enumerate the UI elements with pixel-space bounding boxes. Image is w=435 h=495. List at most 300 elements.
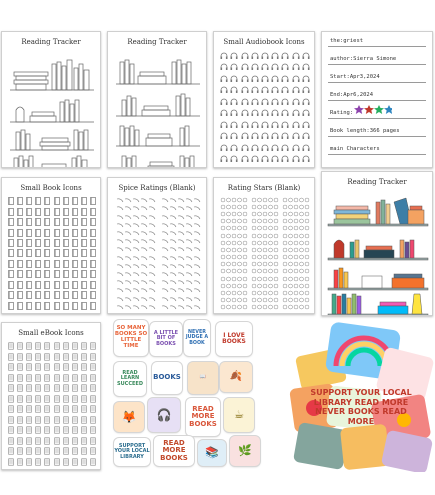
sheet-title: Rating Stars (Blank) <box>227 184 301 192</box>
ebook-icon <box>6 341 15 352</box>
ebook-icon <box>24 383 33 394</box>
sticker-pile <box>288 322 434 472</box>
headphones-icon <box>280 131 290 143</box>
book-icon <box>6 290 15 300</box>
headphones-icon <box>260 142 270 154</box>
spice-rating-icon <box>158 270 203 278</box>
headphones-icon <box>301 119 311 131</box>
ebook-icon <box>24 352 33 363</box>
headphones-icon <box>260 85 270 97</box>
headphones-icon <box>270 131 280 143</box>
book-icon <box>15 301 24 311</box>
book-icon <box>61 269 70 279</box>
ebook-icon <box>70 436 79 447</box>
headphones-icon <box>219 62 229 74</box>
spice-rating-icon <box>113 295 158 303</box>
headphones-icon <box>301 96 311 108</box>
ebook-icon <box>52 383 61 394</box>
ebook-icon <box>70 415 79 426</box>
ebook-icon <box>52 446 61 457</box>
ebook-icon <box>24 436 33 447</box>
ebook-icon <box>6 404 15 415</box>
book-icon <box>24 259 33 269</box>
ebook-icon <box>6 394 15 405</box>
headphones-icon <box>301 50 311 62</box>
ebook-icon <box>43 373 52 384</box>
ebook-icon <box>80 341 89 352</box>
headphones-icon <box>219 73 229 85</box>
spice-rating-icon <box>113 196 158 204</box>
ebook-icon <box>89 373 98 384</box>
sticker: 🍂 <box>220 362 252 392</box>
book-icon <box>52 217 61 227</box>
sticker: 📚 <box>198 440 226 466</box>
headphones-icon <box>270 73 280 85</box>
ebook-icon <box>43 383 52 394</box>
spice-rating-icon <box>113 286 158 294</box>
sticker: 🎧 <box>148 398 180 432</box>
ebook-icon <box>43 352 52 363</box>
headphones-icon <box>239 85 249 97</box>
headphones-icon <box>239 50 249 62</box>
book-icon <box>52 269 61 279</box>
ebook-icon <box>15 446 24 457</box>
spice-ratings-sheet <box>107 177 207 314</box>
ebook-icon <box>52 362 61 373</box>
book-icon <box>70 259 79 269</box>
rating-stars-icon <box>250 225 281 232</box>
book-icon <box>15 269 24 279</box>
ebook-icon <box>43 415 52 426</box>
headphones-icon <box>260 73 270 85</box>
headphones-icon <box>280 154 290 166</box>
ebook-icon <box>15 425 24 436</box>
book-icon <box>70 227 79 237</box>
book-icon <box>24 301 33 311</box>
ebook-icon <box>34 362 43 373</box>
book-icon <box>34 227 43 237</box>
headphones-icon <box>291 85 301 97</box>
book-icon <box>15 227 24 237</box>
ebook-icon <box>34 383 43 394</box>
headphones-icon <box>301 131 311 143</box>
ebook-icon <box>43 446 52 457</box>
book-icon <box>43 259 52 269</box>
sticker: ☕ <box>224 398 254 432</box>
book-icon <box>70 290 79 300</box>
ebook-icon <box>89 362 98 373</box>
ebook-icon <box>15 352 24 363</box>
spice-rating-icon <box>113 262 158 270</box>
rating-stars-icon <box>250 218 281 225</box>
sticker: READ MORE BOOKS <box>186 398 220 436</box>
ebook-icon <box>89 394 98 405</box>
headphones-icon <box>239 108 249 120</box>
ebook-icon <box>70 425 79 436</box>
spice-rating-icon <box>113 270 158 278</box>
rating-stars-icon <box>250 203 281 210</box>
headphones-icon <box>291 62 301 74</box>
book-icons-sheet <box>1 177 101 314</box>
spice-rating-grid <box>113 196 203 311</box>
headphones-icon <box>239 96 249 108</box>
ebook-icon <box>34 394 43 405</box>
rating-stars-icon <box>280 268 311 275</box>
headphones-icon <box>280 73 290 85</box>
book-icon <box>24 290 33 300</box>
ebook-icon <box>89 415 98 426</box>
book-icon <box>80 196 89 206</box>
ebook-icon <box>34 352 43 363</box>
rating-stars-icon <box>280 203 311 210</box>
ebook-icon <box>24 362 33 373</box>
rating-stars-icon <box>354 104 392 116</box>
headphones-icon <box>260 62 270 74</box>
rating-stars-icon <box>280 304 311 311</box>
ebook-icon <box>52 457 61 468</box>
book-icon <box>89 196 98 206</box>
book-icon <box>6 280 15 290</box>
ebook-icon <box>24 373 33 384</box>
headphones-icon <box>229 73 239 85</box>
headphones-icon <box>270 62 280 74</box>
reading-tracker-sheet <box>107 31 207 168</box>
ebook-icon <box>6 383 15 394</box>
headphones-icon <box>219 154 229 166</box>
headphones-icon <box>219 50 229 62</box>
headphones-icon <box>219 119 229 131</box>
ebook-icon <box>6 446 15 457</box>
book-icon <box>61 290 70 300</box>
ebook-icon <box>61 446 70 457</box>
spice-rating-icon <box>158 278 203 286</box>
book-icon <box>61 196 70 206</box>
headphones-icon <box>239 62 249 74</box>
spice-rating-icon <box>113 204 158 212</box>
reading-tracker-color-sheet <box>321 171 433 316</box>
spice-rating-icon <box>158 295 203 303</box>
rating-stars-icon <box>280 239 311 246</box>
spice-rating-icon <box>113 212 158 220</box>
rating-stars-icon <box>280 232 311 239</box>
headphones-icon <box>250 142 260 154</box>
book-icon <box>6 259 15 269</box>
rating-stars-icon <box>250 232 281 239</box>
book-icon <box>52 290 61 300</box>
headphones-icon <box>280 142 290 154</box>
headphones-icon <box>239 131 249 143</box>
ebook-icon <box>61 341 70 352</box>
book-icon <box>43 280 52 290</box>
ebook-icon <box>70 457 79 468</box>
sticker: READ MORE BOOKS <box>154 436 194 466</box>
book-icon <box>24 269 33 279</box>
headphones-icon <box>219 131 229 143</box>
spice-rating-icon <box>113 229 158 237</box>
book-icon <box>6 269 15 279</box>
headphones-icon <box>270 50 280 62</box>
sticker: A LITTLE BIT OF BOOKS <box>150 322 182 356</box>
ebook-icon <box>70 404 79 415</box>
book-icon <box>70 280 79 290</box>
rating-star-grid <box>219 196 311 311</box>
sheet-title: Reading Tracker <box>21 38 81 46</box>
sheet-title: Small eBook Icons <box>18 329 84 337</box>
headphones-icon <box>301 142 311 154</box>
book-icon <box>61 248 70 258</box>
rating-stars-icon <box>219 196 250 203</box>
ebook-icon <box>80 425 89 436</box>
colored-bookshelf-illustration <box>322 190 433 315</box>
ebook-icon <box>6 436 15 447</box>
book-icon <box>61 227 70 237</box>
headphones-icon <box>301 154 311 166</box>
book-icon <box>61 259 70 269</box>
rating-stars-icon <box>250 196 281 203</box>
book-icon <box>43 301 52 311</box>
book-icon <box>43 196 52 206</box>
book-icon <box>34 269 43 279</box>
headphones-icon <box>229 62 239 74</box>
rating-stars-icon <box>219 246 250 253</box>
rating-stars-icon <box>219 203 250 210</box>
ebook-icon <box>43 436 52 447</box>
book-icon <box>34 280 43 290</box>
ebook-icon <box>34 436 43 447</box>
book-icon <box>70 206 79 216</box>
book-icon <box>15 238 24 248</box>
sheet-title: Reading Tracker <box>127 38 187 46</box>
rating-stars-icon <box>280 210 311 217</box>
book-icon <box>34 206 43 216</box>
headphones-icon <box>270 85 280 97</box>
book-icon <box>6 248 15 258</box>
rating-stars-icon <box>250 254 281 261</box>
headphones-icon <box>229 108 239 120</box>
headphones-icon <box>250 62 260 74</box>
spice-rating-icon <box>113 303 158 311</box>
spice-rating-icon <box>113 221 158 229</box>
ebook-icon <box>52 404 61 415</box>
spice-rating-icon <box>113 254 158 262</box>
book-icon <box>43 248 52 258</box>
ebook-icon <box>43 394 52 405</box>
ebook-icon <box>43 404 52 415</box>
sticker: 🌿 <box>230 436 260 466</box>
spice-rating-icon <box>113 245 158 253</box>
ebook-icon <box>89 446 98 457</box>
rating-stars-icon <box>280 196 311 203</box>
end-date-line: End:Apr6,2024 <box>328 88 426 101</box>
ebook-icon <box>24 457 33 468</box>
book-icon <box>34 217 43 227</box>
rating-stars-icon <box>280 254 311 261</box>
book-icon <box>80 206 89 216</box>
headphones-icon <box>291 108 301 120</box>
ebook-icon <box>6 352 15 363</box>
headphones-icon <box>219 142 229 154</box>
ebook-icon <box>6 362 15 373</box>
sticker: READ LEARN SUCCEED <box>114 362 146 396</box>
headphones-icon <box>250 85 260 97</box>
ebook-icons-sheet <box>1 322 101 470</box>
headphones-icon <box>301 108 311 120</box>
rating-stars-icon <box>250 275 281 282</box>
book-icon <box>43 227 52 237</box>
book-icon <box>15 259 24 269</box>
headphones-icon <box>260 108 270 120</box>
headphones-icon <box>260 50 270 62</box>
headphones-icon <box>229 154 239 166</box>
ebook-icon <box>34 415 43 426</box>
ebook-icon <box>70 352 79 363</box>
sheet-title: Spice Ratings (Blank) <box>118 184 196 192</box>
book-icon <box>15 280 24 290</box>
book-icon <box>70 238 79 248</box>
book-icon <box>89 259 98 269</box>
bookshelf-illustration <box>2 50 101 168</box>
ebook-icon <box>89 436 98 447</box>
ebook-icon <box>61 425 70 436</box>
book-icon <box>89 269 98 279</box>
book-icon <box>6 196 15 206</box>
rating-stars-icon <box>250 268 281 275</box>
headphones-icon <box>301 62 311 74</box>
spice-rating-icon <box>158 212 203 220</box>
rating-stars-icon <box>219 275 250 282</box>
headphones-icon <box>250 96 260 108</box>
ebook-icon <box>80 383 89 394</box>
ebook-icon <box>70 362 79 373</box>
book-icon <box>61 217 70 227</box>
ebook-icon <box>61 457 70 468</box>
book-icon <box>70 248 79 258</box>
ebook-icon <box>15 383 24 394</box>
ebook-icon <box>6 457 15 468</box>
sheet-title: Small Audiobook Icons <box>223 38 305 46</box>
book-icon <box>80 269 89 279</box>
book-icon <box>34 248 43 258</box>
headphones-icon <box>229 50 239 62</box>
book-icon <box>89 290 98 300</box>
ebook-icon <box>24 425 33 436</box>
headphones-icon <box>260 131 270 143</box>
sheet-title: Small Book Icons <box>20 184 82 192</box>
book-icon <box>34 259 43 269</box>
headphones-icon <box>250 131 260 143</box>
ebook-icon <box>43 362 52 373</box>
ebook-icon <box>80 394 89 405</box>
ebook-icon <box>70 394 79 405</box>
ebook-icon-grid <box>6 341 98 467</box>
headphones-icon <box>219 96 229 108</box>
ebook-icon <box>34 373 43 384</box>
book-icon <box>15 217 24 227</box>
sticker: BOOKS <box>152 362 182 394</box>
book-icon <box>6 217 15 227</box>
book-icon <box>34 301 43 311</box>
rating-stars-sheet <box>213 177 315 314</box>
headphones-icon <box>280 62 290 74</box>
book-icon <box>34 196 43 206</box>
headphones-icon <box>291 50 301 62</box>
rating-stars-icon <box>250 289 281 296</box>
book-icon <box>89 248 98 258</box>
book-icon <box>80 290 89 300</box>
book-info-sheet <box>321 31 433 168</box>
headphones-icon <box>229 119 239 131</box>
headphones-icon <box>280 108 290 120</box>
book-icon <box>6 301 15 311</box>
ebook-icon <box>24 341 33 352</box>
headphones-icon <box>250 119 260 131</box>
rating-stars-icon <box>219 304 250 311</box>
headphones-icon <box>250 73 260 85</box>
ebook-icon <box>6 425 15 436</box>
characters-line: main Characters <box>328 142 426 155</box>
rating-stars-icon <box>250 210 281 217</box>
spice-rating-icon <box>158 245 203 253</box>
ebook-icon <box>89 341 98 352</box>
ebook-icon <box>34 446 43 457</box>
audiobook-icons-sheet <box>213 31 315 168</box>
rating-stars-icon <box>219 268 250 275</box>
rating-stars-icon <box>280 275 311 282</box>
book-icon <box>52 196 61 206</box>
book-icon <box>24 248 33 258</box>
ebook-icon <box>34 404 43 415</box>
ebook-icon <box>43 457 52 468</box>
book-icon <box>15 290 24 300</box>
book-icon <box>52 238 61 248</box>
ebook-icon <box>61 394 70 405</box>
spice-rating-icon <box>158 196 203 204</box>
rating-stars-icon <box>250 304 281 311</box>
book-icon <box>24 217 33 227</box>
book-icon <box>24 206 33 216</box>
sticker-pile-text: SUPPORT YOUR LOCAL LIBRARY READ MORE NEVER BOOKS READ MORE <box>310 388 412 426</box>
book-icon <box>52 206 61 216</box>
rating-stars-icon <box>280 261 311 268</box>
ebook-icon <box>52 415 61 426</box>
book-icon <box>15 206 24 216</box>
headphones-icon <box>229 131 239 143</box>
ebook-icon <box>61 415 70 426</box>
book-icon <box>43 238 52 248</box>
rating-stars-icon <box>280 225 311 232</box>
headphones-icon <box>280 50 290 62</box>
spice-rating-icon <box>158 229 203 237</box>
rating-stars-icon <box>219 239 250 246</box>
ebook-icon <box>70 373 79 384</box>
headphones-icon <box>260 119 270 131</box>
headphones-icon <box>229 85 239 97</box>
headphones-icon <box>270 96 280 108</box>
ebook-icon <box>52 436 61 447</box>
book-icon <box>34 238 43 248</box>
ebook-icon <box>70 446 79 457</box>
headphones-icon <box>260 154 270 166</box>
spice-rating-icon <box>158 254 203 262</box>
headphones-icon <box>250 108 260 120</box>
headphones-icon <box>301 85 311 97</box>
rating-stars-icon <box>280 282 311 289</box>
spice-rating-icon <box>158 262 203 270</box>
rating-stars-icon <box>280 218 311 225</box>
book-icon <box>6 238 15 248</box>
headphones-icon <box>270 142 280 154</box>
ebook-icon <box>15 457 24 468</box>
